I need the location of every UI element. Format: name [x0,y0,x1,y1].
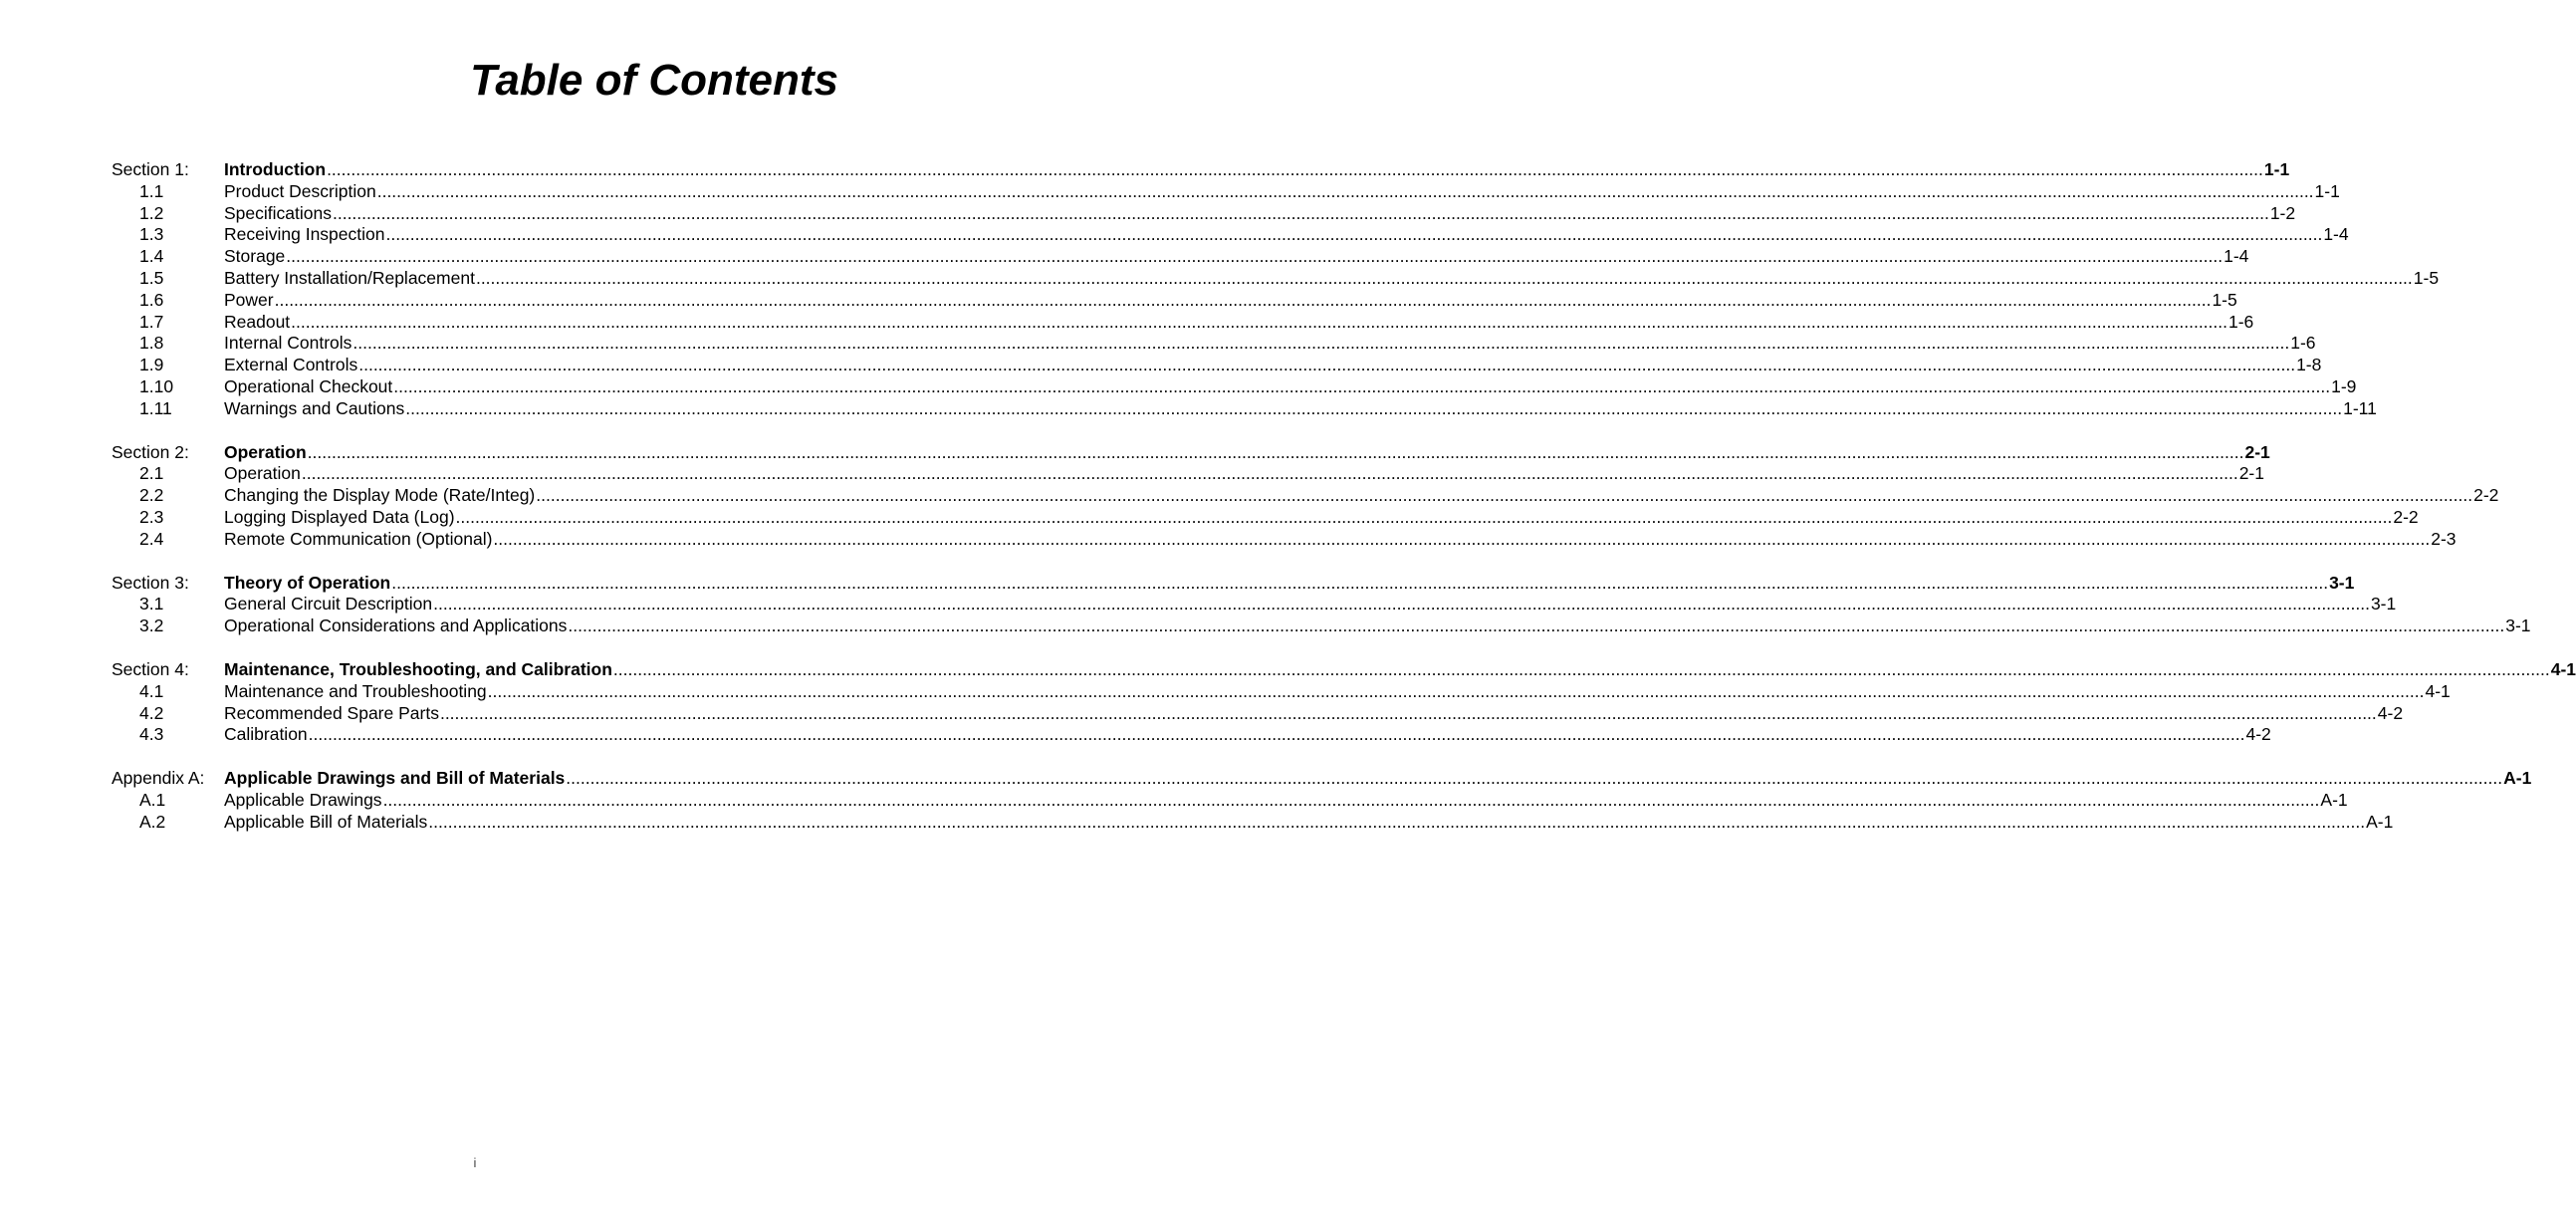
toc-entry[interactable] [112,333,2316,355]
toc-section [112,441,2499,551]
toc-entry-page: 1-4 [2224,246,2249,267]
table-of-contents [112,159,2576,856]
toc-section-heading-page: 2-1 [2244,441,2270,462]
toc-entry[interactable] [112,311,2254,334]
toc-entry-title: Internal Controls [224,333,352,354]
toc-entry-number: A.1 [139,789,166,810]
toc-entry-title: Remote Communication (Optional) [224,528,493,549]
dot-leader: ................................................................................................................................................................................................................................................................................................................................................................................................................ [385,224,2323,245]
toc-entry-page: 1-6 [2228,311,2254,332]
toc-entry-number: 4.3 [139,724,164,745]
dot-leader: ................................................................................................................................................................................................................................................................................................................................................................................................................ [391,572,2329,593]
toc-entry-number: 2.2 [139,485,164,506]
toc-entry-page: 1-5 [2413,267,2440,288]
toc-entry-number: 2.3 [139,506,164,527]
toc-entry-number: A.2 [139,811,166,832]
toc-entry-page: 1-1 [2314,180,2340,201]
toc-entry-title: Storage [224,246,286,267]
toc-entry-number: 3.1 [139,594,164,615]
page-number: i [473,1155,477,1170]
toc-entry[interactable] [112,202,2296,225]
toc-section-heading-number: Appendix A: [112,768,205,789]
toc-section [112,159,2440,420]
toc-section-heading[interactable] [112,768,2532,790]
toc-section-heading[interactable] [112,159,2290,181]
dot-leader: ................................................................................................................................................................................................................................................................................................................................................................................................................ [382,789,2320,810]
toc-entry[interactable] [112,289,2237,312]
dot-leader: ................................................................................................................................................................................................................................................................................................................................................................................................................ [376,180,2314,201]
toc-entry[interactable] [112,789,2348,812]
toc-entry[interactable] [112,397,2377,420]
toc-section [112,768,2532,833]
toc-entry-page: A-1 [2320,789,2348,810]
toc-entry-number: 2.4 [139,528,164,549]
toc-entry[interactable] [112,180,2340,203]
toc-entry-title: Battery Installation/Replacement [224,267,475,288]
toc-entry-title: Specifications [224,202,332,223]
toc-entry-page: 4-2 [2377,702,2404,723]
dot-leader: ................................................................................................................................................................................................................................................................................................................................................................................................................ [439,702,2377,723]
dot-leader: ................................................................................................................................................................................................................................................................................................................................................................................................................ [493,528,2431,549]
toc-section-heading-page: 1-1 [2263,159,2290,179]
toc-section-heading-number: Section 1: [112,159,189,179]
toc-entry[interactable] [112,463,2264,485]
dot-leader: ................................................................................................................................................................................................................................................................................................................................................................................................................ [286,246,2224,267]
toc-entry-title: Recommended Spare Parts [224,702,439,723]
toc-entry-page: A-1 [2366,811,2394,832]
toc-entry-title: Applicable Drawings [224,789,382,810]
toc-entry-page: 1-9 [2331,375,2357,396]
toc-section-heading-title: Introduction [224,159,327,179]
toc-entry-title: Power [224,289,274,310]
toc-entry[interactable] [112,680,2451,703]
toc-entry-number: 1.8 [139,333,164,354]
toc-entry[interactable] [112,702,2404,725]
toc-entry-page: 2-1 [2238,463,2264,484]
toc-entry-number: 3.2 [139,615,164,636]
toc-entry-page: 1-8 [2296,355,2322,375]
dot-leader: ................................................................................................................................................................................................................................................................................................................................................................................................................ [475,267,2413,288]
toc-entry-title: Operation [224,463,301,484]
toc-section [112,658,2576,746]
toc-entry-number: 1.11 [139,397,172,418]
toc-section-heading[interactable] [112,441,2270,464]
toc-entry[interactable] [112,267,2440,290]
toc-section [112,572,2531,637]
toc-entry-title: Maintenance and Troubleshooting [224,680,487,701]
dot-leader: ................................................................................................................................................................................................................................................................................................................................................................................................................ [358,355,2296,375]
toc-entry-page: 4-1 [2425,680,2451,701]
toc-entry-title: Product Description [224,180,376,201]
toc-section-heading-title: Operation [224,441,307,462]
dot-leader: ................................................................................................................................................................................................................................................................................................................................................................................................................ [307,441,2244,462]
toc-entry-page: 2-2 [2473,485,2499,506]
toc-entry-title: Receiving Inspection [224,224,385,245]
toc-entry[interactable] [112,246,2249,268]
toc-entry[interactable] [112,355,2322,376]
toc-entry-title: Operational Considerations and Applications [224,615,568,636]
toc-entry[interactable] [112,375,2357,398]
dot-leader: ................................................................................................................................................................................................................................................................................................................................................................................................................ [393,375,2331,396]
toc-section-heading-number: Section 2: [112,441,189,462]
toc-entry-number: 1.6 [139,289,164,310]
toc-entry-page: 1-5 [2212,289,2237,310]
toc-entry-page: 1-2 [2269,202,2296,223]
toc-section-heading-number: Section 3: [112,572,189,593]
toc-entry-number: 1.4 [139,246,164,267]
toc-entry-page: 1-11 [2343,397,2377,418]
toc-entry-number: 1.3 [139,224,164,245]
toc-entry[interactable] [112,724,2271,746]
toc-entry[interactable] [112,485,2499,507]
toc-entry-number: 1.7 [139,311,164,332]
dot-leader: ................................................................................................................................................................................................................................................................................................................................................................................................................ [405,397,2343,418]
toc-section-heading-page: 4-1 [2550,658,2576,679]
toc-entry-number: 1.9 [139,355,164,375]
dot-leader: ................................................................................................................................................................................................................................................................................................................................................................................................................ [455,506,2393,527]
toc-entry[interactable] [112,528,2457,551]
toc-entry-page: 2-3 [2431,528,2457,549]
toc-section-heading-title: Applicable Drawings and Bill of Materials [224,768,566,789]
toc-entry-number: 1.5 [139,267,164,288]
toc-entry-page: 2-2 [2393,506,2419,527]
toc-entry-page: 4-2 [2245,724,2271,745]
toc-entry-title: Applicable Bill of Materials [224,811,428,832]
toc-entry-page: 1-4 [2323,224,2349,245]
toc-entry-page: 3-1 [2370,594,2397,615]
toc-section-heading-title: Theory of Operation [224,572,391,593]
toc-entry-number: 4.1 [139,680,164,701]
toc-entry-title: General Circuit Description [224,594,433,615]
page-title: Table of Contents [470,56,838,105]
toc-entry[interactable] [112,615,2531,637]
toc-entry-title: External Controls [224,355,358,375]
toc-section-heading-title: Maintenance, Troubleshooting, and Calibration [224,658,612,679]
dot-leader: ................................................................................................................................................................................................................................................................................................................................................................................................................ [291,311,2227,332]
toc-entry-title: Warnings and Cautions [224,397,405,418]
dot-leader: ................................................................................................................................................................................................................................................................................................................................................................................................................ [536,485,2473,506]
dot-leader: ................................................................................................................................................................................................................................................................................................................................................................................................................ [433,594,2370,615]
toc-entry-number: 1.2 [139,202,164,223]
dot-leader: ................................................................................................................................................................................................................................................................................................................................................................................................................ [487,680,2425,701]
toc-section-heading[interactable] [112,658,2576,681]
dot-leader: ................................................................................................................................................................................................................................................................................................................................................................................................................ [612,658,2550,679]
dot-leader: ................................................................................................................................................................................................................................................................................................................................................................................................................ [274,289,2212,310]
toc-entry-page: 1-6 [2290,333,2316,354]
toc-entry-number: 1.1 [139,180,164,201]
dot-leader: ................................................................................................................................................................................................................................................................................................................................................................................................................ [327,159,2263,179]
dot-leader: ................................................................................................................................................................................................................................................................................................................................................................................................................ [332,202,2269,223]
toc-entry-title: Operational Checkout [224,375,393,396]
dot-leader: ................................................................................................................................................................................................................................................................................................................................................................................................................ [428,811,2366,832]
toc-section-heading-number: Section 4: [112,658,189,679]
toc-entry-number: 1.10 [139,375,174,396]
toc-entry-title: Calibration [224,724,308,745]
toc-entry-number: 4.2 [139,702,164,723]
dot-leader: ................................................................................................................................................................................................................................................................................................................................................................................................................ [568,615,2505,636]
toc-entry[interactable] [112,594,2397,615]
dot-leader: ................................................................................................................................................................................................................................................................................................................................................................................................................ [352,333,2290,354]
toc-entry-title: Changing the Display Mode (Rate/Integ) [224,485,536,506]
dot-leader: ................................................................................................................................................................................................................................................................................................................................................................................................................ [301,463,2238,484]
toc-entry[interactable] [112,224,2349,246]
toc-section-heading-page: 3-1 [2329,572,2355,593]
dot-leader: ................................................................................................................................................................................................................................................................................................................................................................................................................ [308,724,2245,745]
toc-entry-number: 2.1 [139,463,164,484]
toc-entry[interactable] [112,506,2419,529]
dot-leader: ................................................................................................................................................................................................................................................................................................................................................................................................................ [566,768,2503,789]
toc-section-heading-page: A-1 [2503,768,2532,789]
toc-entry-title: Readout [224,311,291,332]
toc-section-heading[interactable] [112,572,2355,595]
toc-entry-title: Logging Displayed Data (Log) [224,506,455,527]
toc-entry[interactable] [112,811,2394,834]
toc-entry-page: 3-1 [2505,615,2531,636]
